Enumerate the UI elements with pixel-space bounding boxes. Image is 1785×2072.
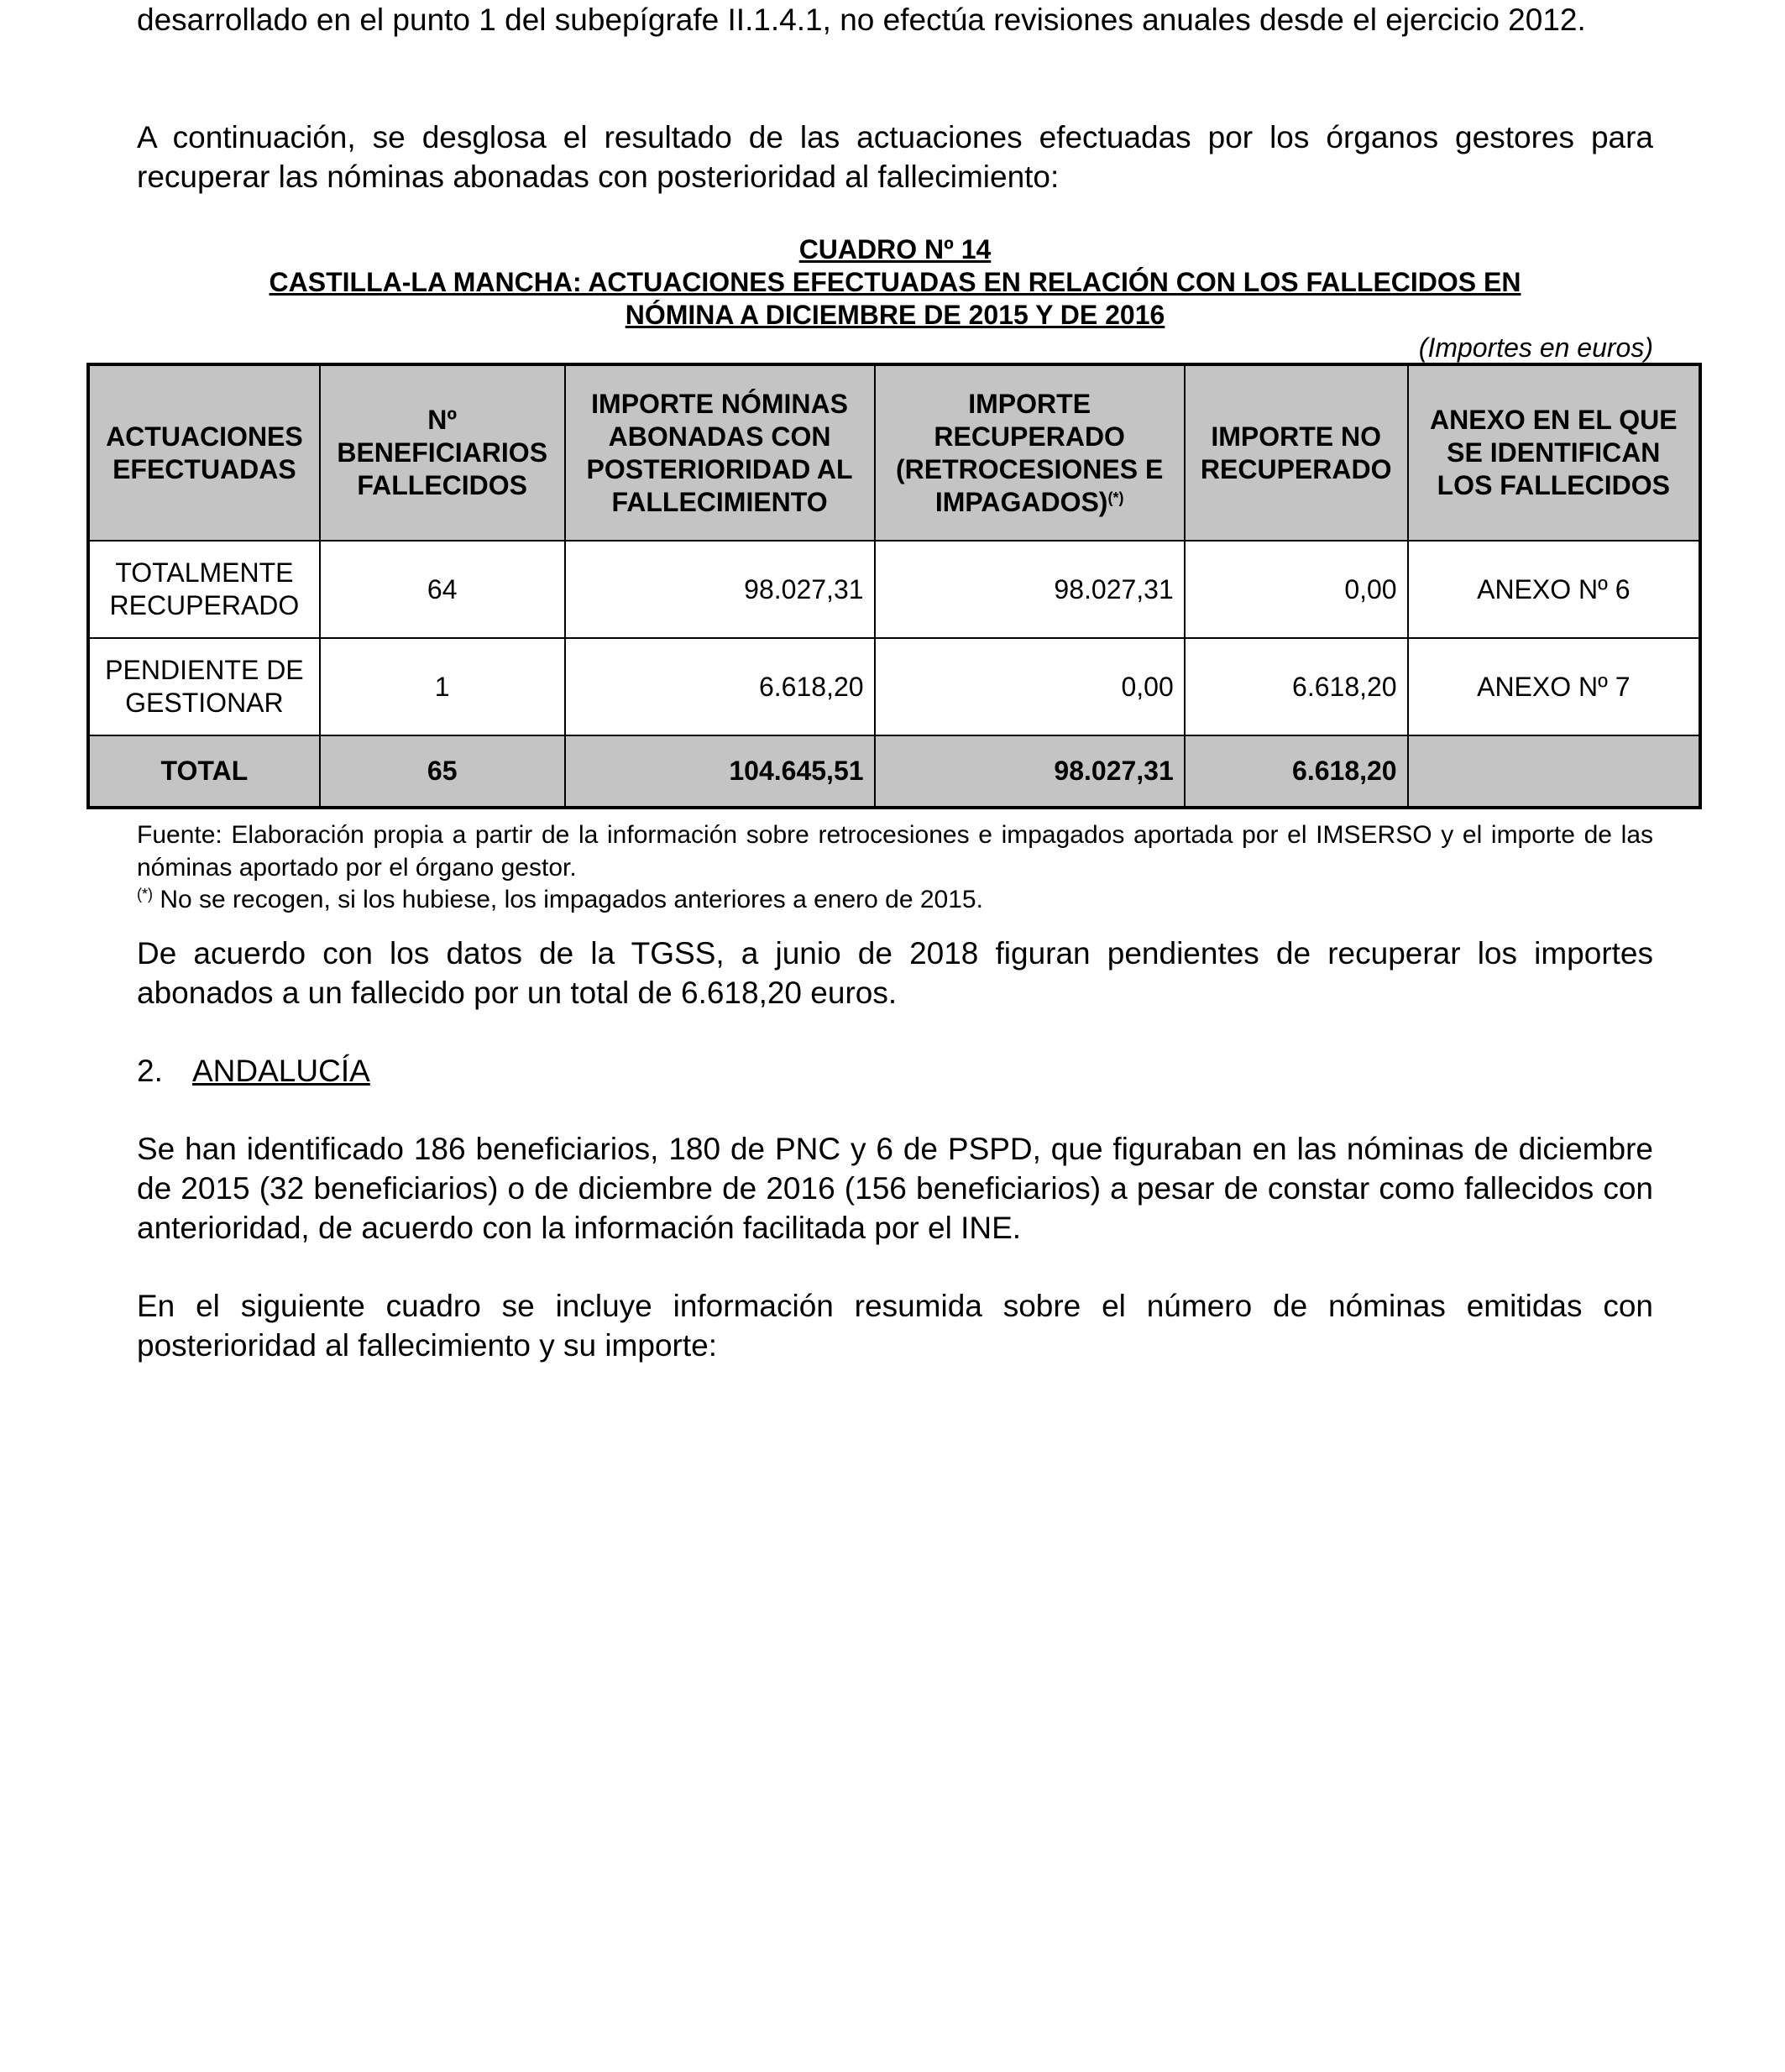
cell-anexo: ANEXO Nº 7 (1408, 638, 1700, 735)
cell-importe-recuperado: 98.027,31 (875, 541, 1185, 638)
header-importe-abonado: IMPORTE NÓMINAS ABONADAS CON POSTERIORIDAD AL FALLECIMIENTO (565, 364, 875, 541)
total-importe-no-recuperado: 6.618,20 (1185, 735, 1408, 808)
paragraph-revisiones: desarrollado en el punto 1 del subepígrafe II.1.4.1, no efectúa revisiones anuales desde el ejercicio 2012. (137, 3, 1586, 37)
table-source: Fuente: Elaboración propia a partir de la información sobre retrocesiones e impagados aportada por el IMSERSO y el importe de las nóminas aportado por el órgano gestor. (137, 821, 1653, 882)
table-number: CUADRO Nº 14 (798, 234, 992, 264)
table-title (137, 233, 1653, 332)
header-anexo: ANEXO EN EL QUE SE IDENTIFICAN LOS FALLECIDOS (1408, 364, 1700, 541)
table-units: (Importes en euros) (1418, 332, 1653, 363)
table-row (88, 638, 1700, 735)
table-row (88, 541, 1700, 638)
table-footnote (137, 883, 1653, 916)
total-anexo-empty (1408, 735, 1700, 808)
footnote-marker: (*) (1107, 489, 1124, 506)
paragraph-desglose-intro: A continuación, se desglosa el resultado de las actuaciones efectuadas por los órganos gestores para recuperar las nóminas abonadas con posterioridad al fallecimiento: (137, 120, 1653, 194)
paragraph-tgss: De acuerdo con los datos de la TGSS, a junio de 2018 figuran pendientes de recuperar los importes abonados a un fallecido por un total de 6.618,20 euros. (137, 936, 1653, 1010)
table-header-row (88, 364, 1700, 541)
cell-actuacion: TOTALMENTE RECUPERADO (88, 541, 320, 638)
data-table (86, 363, 1702, 809)
header-importe-recuperado (875, 364, 1185, 541)
header-importe-no-recuperado: IMPORTE NO RECUPERADO (1185, 364, 1408, 541)
footnote-text: No se recogen, si los hubiese, los impagados anteriores a enero de 2015. (153, 886, 983, 913)
table-title-line-2: NÓMINA A DICIEMBRE DE 2015 Y DE 2016 (625, 300, 1165, 330)
paragraph-beneficiarios-identificados: Se han identificado 186 beneficiarios, 180 de PNC y 6 de PSPD, que figuraban en las nóminas de diciembre de 2015 (32 beneficiarios) o de diciembre de 2016 (156 beneficiarios) a pesar de constar como fallecidos con anterioridad, de acuerdo con la información facilitada por el INE. (137, 1132, 1653, 1245)
cell-beneficiarios: 1 (320, 638, 565, 735)
section-heading-andalucia (137, 1051, 370, 1091)
paragraph-cuadro-intro: En el siguiente cuadro se incluye información resumida sobre el número de nóminas emitidas con posterioridad al fallecimiento y su importe: (137, 1289, 1653, 1363)
cell-importe-abonado: 6.618,20 (565, 638, 875, 735)
header-importe-recuperado-label: IMPORTE RECUPERADO (RETROCESIONES E IMPAGADOS) (896, 388, 1164, 517)
table-total-row (88, 735, 1700, 808)
cell-actuacion: PENDIENTE DE GESTIONAR (88, 638, 320, 735)
total-importe-abonado: 104.645,51 (565, 735, 875, 808)
header-beneficiarios: Nº BENEFICIARIOS FALLECIDOS (320, 364, 565, 541)
footnote-marker: (*) (137, 886, 153, 903)
header-actuaciones: ACTUACIONES EFECTUADAS (88, 364, 320, 541)
total-label: TOTAL (88, 735, 320, 808)
total-beneficiarios: 65 (320, 735, 565, 808)
cell-importe-abonado: 98.027,31 (565, 541, 875, 638)
cell-anexo: ANEXO Nº 6 (1408, 541, 1700, 638)
cell-importe-no-recuperado: 0,00 (1185, 541, 1408, 638)
cell-importe-recuperado: 0,00 (875, 638, 1185, 735)
section-title: ANDALUCÍA (192, 1054, 370, 1088)
cell-beneficiarios: 64 (320, 541, 565, 638)
cell-importe-no-recuperado: 6.618,20 (1185, 638, 1408, 735)
table-title-line-1: CASTILLA-LA MANCHA: ACTUACIONES EFECTUADAS EN RELACIÓN CON LOS FALLECIDOS EN (269, 267, 1521, 297)
total-importe-recuperado: 98.027,31 (875, 735, 1185, 808)
section-number: 2. (137, 1054, 163, 1088)
